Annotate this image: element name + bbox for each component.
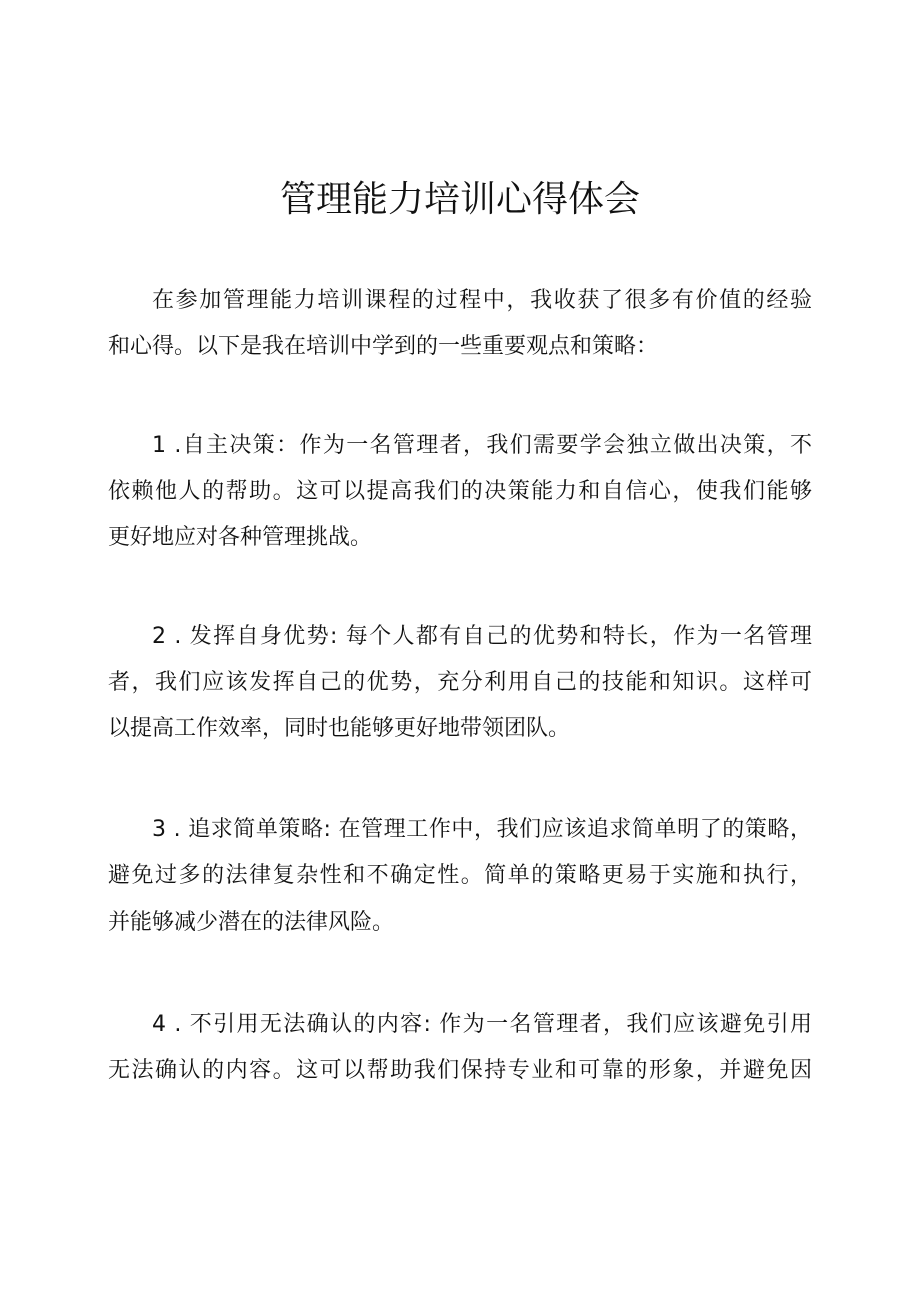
paragraph-line: 并能够减少潜在的法律风险。 xyxy=(108,910,395,935)
paragraph-line: 3 . 追求简单策略: 在管理工作中，我们应该追求简单明了的策略， xyxy=(152,817,812,842)
paragraph-line: 以提高工作效率，同时也能够更好地带领团队。 xyxy=(108,716,571,741)
paragraph-line: 依赖他人的帮助。这可以提高我们的决策能力和自信心，使我们能够 xyxy=(108,479,812,504)
paragraph-line: 无法确认的内容。这可以帮助我们保持专业和可靠的形象，并避免因 xyxy=(108,1058,812,1083)
paragraph-line: 1 .自主决策：作为一名管理者，我们需要学会独立做出决策，不 xyxy=(152,433,812,458)
paragraph-line: 和心得。以下是我在培训中学到的一些重要观点和策略： xyxy=(108,334,659,359)
document-title: 管理能力培训心得体会 xyxy=(279,179,640,220)
paragraph-line: 2 . 发挥自身优势: 每个人都有自己的优势和特长，作为一名管理 xyxy=(152,624,812,649)
paragraph-line: 避免过多的法律复杂性和不确定性。简单的策略更易于实施和执行， xyxy=(108,863,812,888)
paragraph-line: 在参加管理能力培训课程的过程中，我收获了很多有价值的经验 xyxy=(152,288,812,313)
paragraph-line: 4 . 不引用无法确认的内容: 作为一名管理者，我们应该避免引用 xyxy=(152,1012,812,1037)
paragraph-line: 者，我们应该发挥自己的优势，充分利用自己的技能和知识。这样可 xyxy=(108,670,812,695)
paragraph-line: 更好地应对各种管理挑战。 xyxy=(108,525,373,550)
